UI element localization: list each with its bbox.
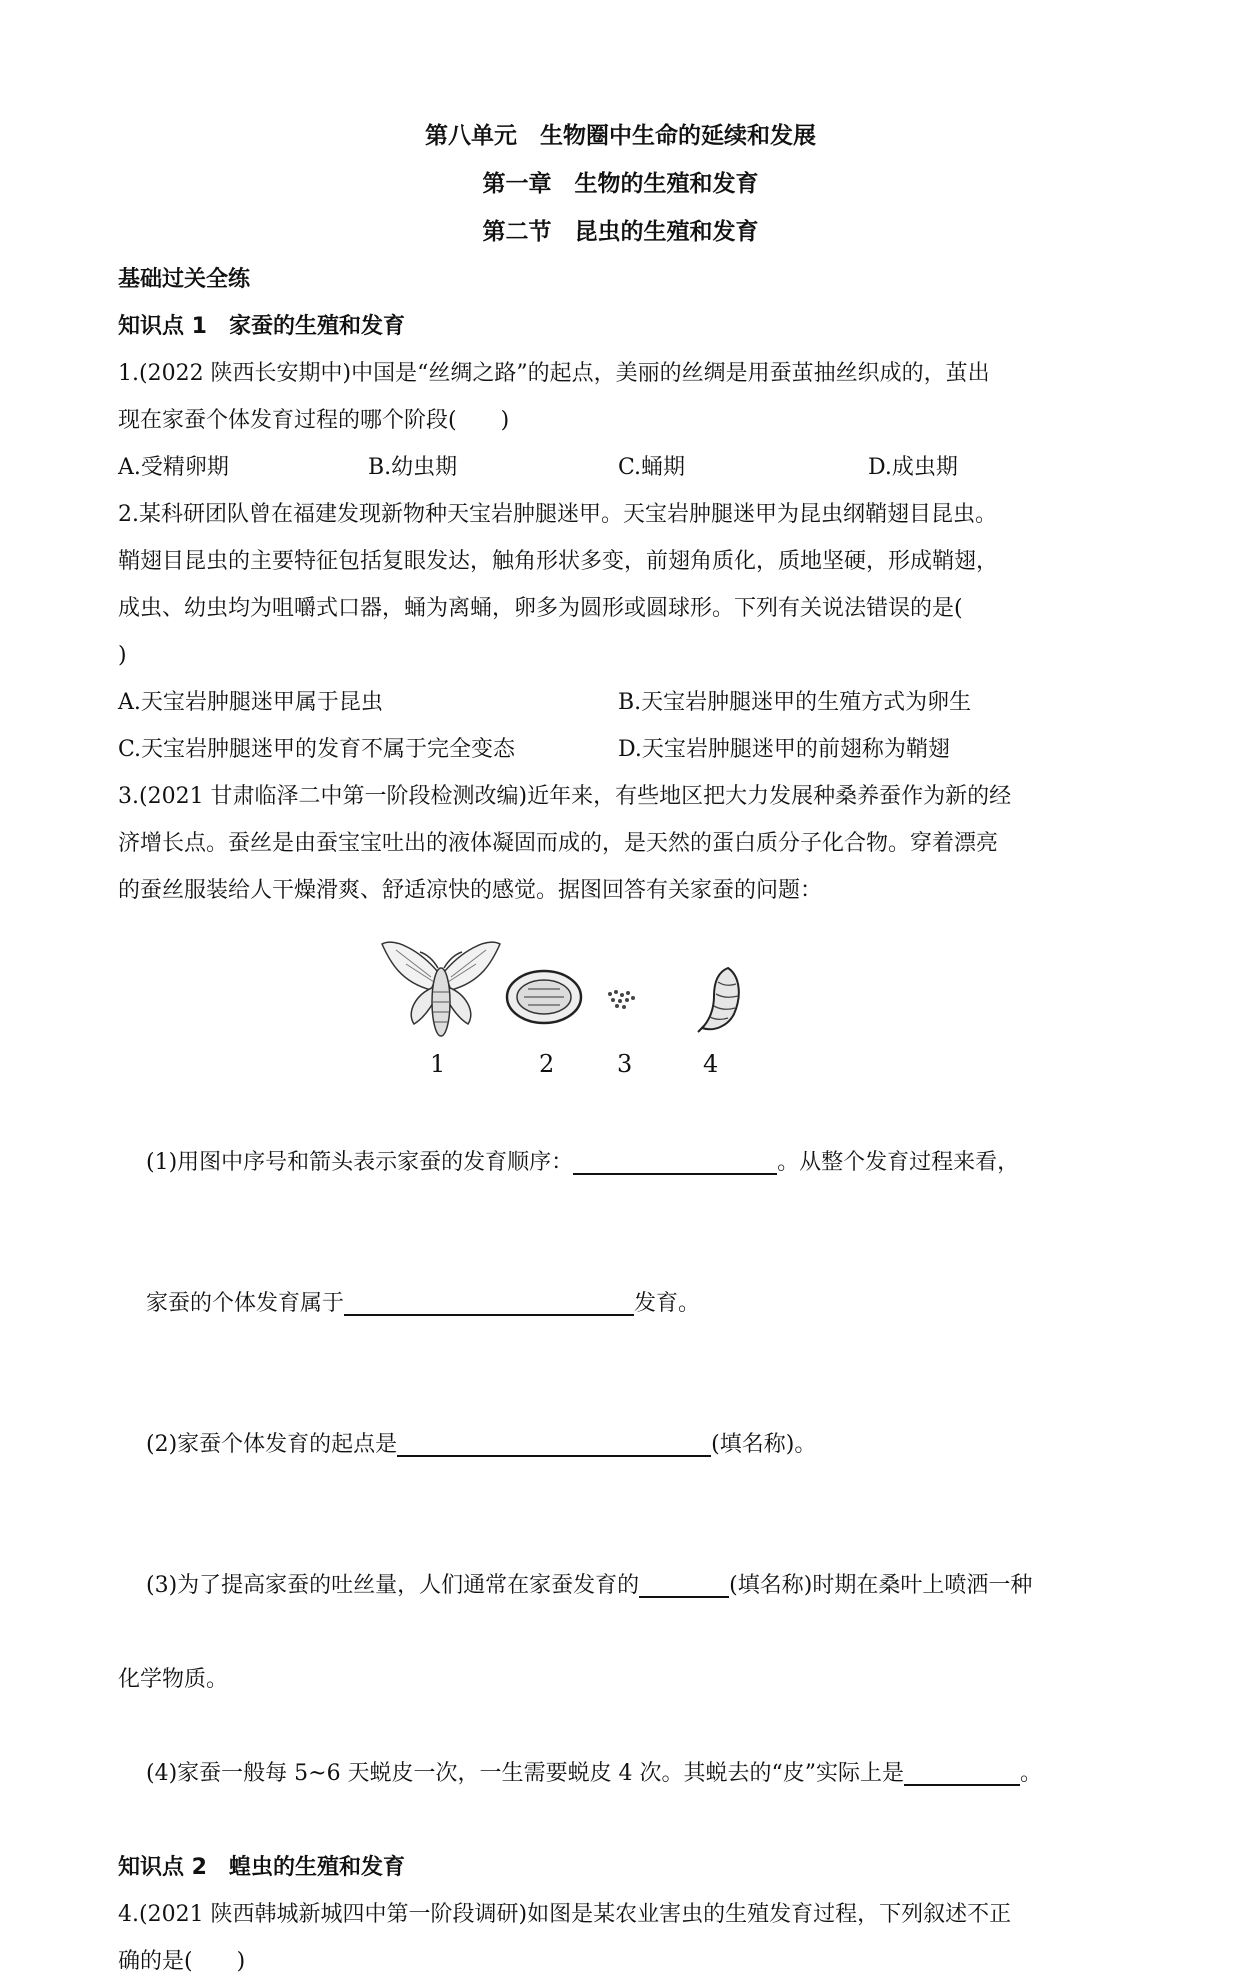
q3-sub1-text-d: 发育。 xyxy=(634,1291,701,1316)
q3-line-3: 的蚕丝服装给人干燥滑爽、舒适凉快的感觉。据图回答有关家蚕的问题： xyxy=(118,878,823,903)
q3-sub4-text-a: (4)家蚕一般每 5~6 天蜕皮一次，一生需要蜕皮 4 次。其蜕去的“皮”实际上是 xyxy=(145,1761,905,1786)
silkworm-larva-illustration xyxy=(688,962,748,1037)
answer-blank-2[interactable] xyxy=(344,1288,634,1316)
figure-label-2: 2 xyxy=(539,1050,555,1078)
q1-option-b: B.幼虫期 xyxy=(368,455,458,480)
q2-options-row-2 xyxy=(118,726,1123,773)
q3-sub1-line-1 xyxy=(118,1092,1123,1233)
q3-sub1-text-c: 家蚕的个体发育属于 xyxy=(145,1291,344,1316)
q3-sub2-text-a: (2)家蚕个体发育的起点是 xyxy=(145,1432,398,1457)
q2-option-d: D.天宝岩肿腿迷甲的前翅称为鞘翅 xyxy=(618,737,950,762)
q2-line-2: 鞘翅目昆虫的主要特征包括复眼发达，触角形状多变，前翅角质化，质地坚硬，形成鞘翅， xyxy=(118,549,999,574)
q2-line-1: 2.某科研团队曾在福建发现新物种天宝岩肿腿迷甲。天宝岩肿腿迷甲为昆虫纲鞘翅目昆虫。 xyxy=(118,502,997,527)
q3-line-2: 济增长点。蚕丝是由蚕宝宝吐出的液体凝固而成的，是天然的蛋白质分子化合物。穿着漂亮 xyxy=(118,831,999,856)
q3-sub3-text-a: (3)为了提高家蚕的吐丝量，人们通常在家蚕发育的 xyxy=(145,1573,640,1598)
chapter-title: 第一章 生物的生殖和发育 xyxy=(482,171,759,197)
q3-sub2-text-b: (填名称)。 xyxy=(711,1432,817,1457)
answer-blank-5[interactable] xyxy=(904,1758,1020,1786)
q1-option-a: A.受精卵期 xyxy=(118,455,229,480)
q3-sub3-text-b: (填名称)时期在桑叶上喷洒一种 xyxy=(729,1573,1033,1598)
answer-blank-1[interactable] xyxy=(573,1147,777,1175)
q3-sub3-line-1 xyxy=(118,1515,1123,1656)
q2-line-4: ) xyxy=(118,643,127,668)
knowledge-point-1: 知识点 1 家蚕的生殖和发育 xyxy=(118,314,405,339)
answer-blank-3[interactable] xyxy=(397,1429,711,1457)
q4-line-2: 确的是( ) xyxy=(118,1949,246,1974)
q2-option-b: B.天宝岩肿腿迷甲的生殖方式为卵生 xyxy=(618,690,972,715)
q3-line-1: 3.(2021 甘肃临泽二中第一阶段检测改编)近年来，有些地区把大力发展种桑养蚕作为新的经 xyxy=(118,784,1012,809)
q3-sub1-line-2 xyxy=(118,1233,1123,1374)
q3-sub3-line-2: 化学物质。 xyxy=(118,1667,229,1692)
figure-label-4: 4 xyxy=(703,1050,719,1078)
silkworm-life-cycle-figure xyxy=(118,922,1123,1092)
silkworm-cocoon-illustration xyxy=(504,967,584,1027)
section-title: 第二节 昆虫的生殖和发育 xyxy=(482,219,759,245)
q1-option-d: D.成虫期 xyxy=(868,455,958,480)
document-page xyxy=(118,112,1123,1985)
knowledge-point-2: 知识点 2 蝗虫的生殖和发育 xyxy=(118,1855,405,1880)
silkworm-moth-illustration xyxy=(376,932,506,1042)
q1-line-2: 现在家蚕个体发育过程的哪个阶段( ) xyxy=(118,408,510,433)
practice-heading: 基础过关全练 xyxy=(118,267,251,292)
figure-label-3: 3 xyxy=(617,1050,633,1078)
q2-option-a: A.天宝岩肿腿迷甲属于昆虫 xyxy=(118,690,383,715)
q4-line-1: 4.(2021 陕西韩城新城四中第一阶段调研)如图是某农业害虫的生殖发育过程，下列叙述不正 xyxy=(118,1902,1012,1927)
q3-sub1-text-a: (1)用图中序号和箭头表示家蚕的发育顺序： xyxy=(145,1150,574,1175)
q2-option-c: C.天宝岩肿腿迷甲的发育不属于完全变态 xyxy=(118,737,516,762)
answer-blank-4[interactable] xyxy=(639,1570,729,1598)
q2-options-row-1 xyxy=(118,679,1123,726)
q2-line-3: 成虫、幼虫均为咀嚼式口器，蛹为离蛹，卵多为圆形或圆球形。下列有关说法错误的是( xyxy=(118,596,963,621)
q1-option-c: C.蛹期 xyxy=(618,455,686,480)
q3-sub2-line xyxy=(118,1374,1123,1515)
unit-title: 第八单元 生物圈中生命的延续和发展 xyxy=(425,123,816,149)
q1-options xyxy=(118,444,1123,491)
q1-line-1: 1.(2022 陕西长安期中)中国是“丝绸之路”的起点，美丽的丝绸是用蚕茧抽丝织成的，茧出 xyxy=(118,361,990,386)
silkworm-eggs-illustration xyxy=(602,984,642,1014)
figure-label-1: 1 xyxy=(430,1050,446,1078)
q3-sub4-text-b: 。 xyxy=(1020,1761,1043,1786)
q3-sub1-text-b: 。从整个发育过程来看， xyxy=(777,1150,1020,1175)
q3-sub4-line xyxy=(118,1703,1123,1844)
